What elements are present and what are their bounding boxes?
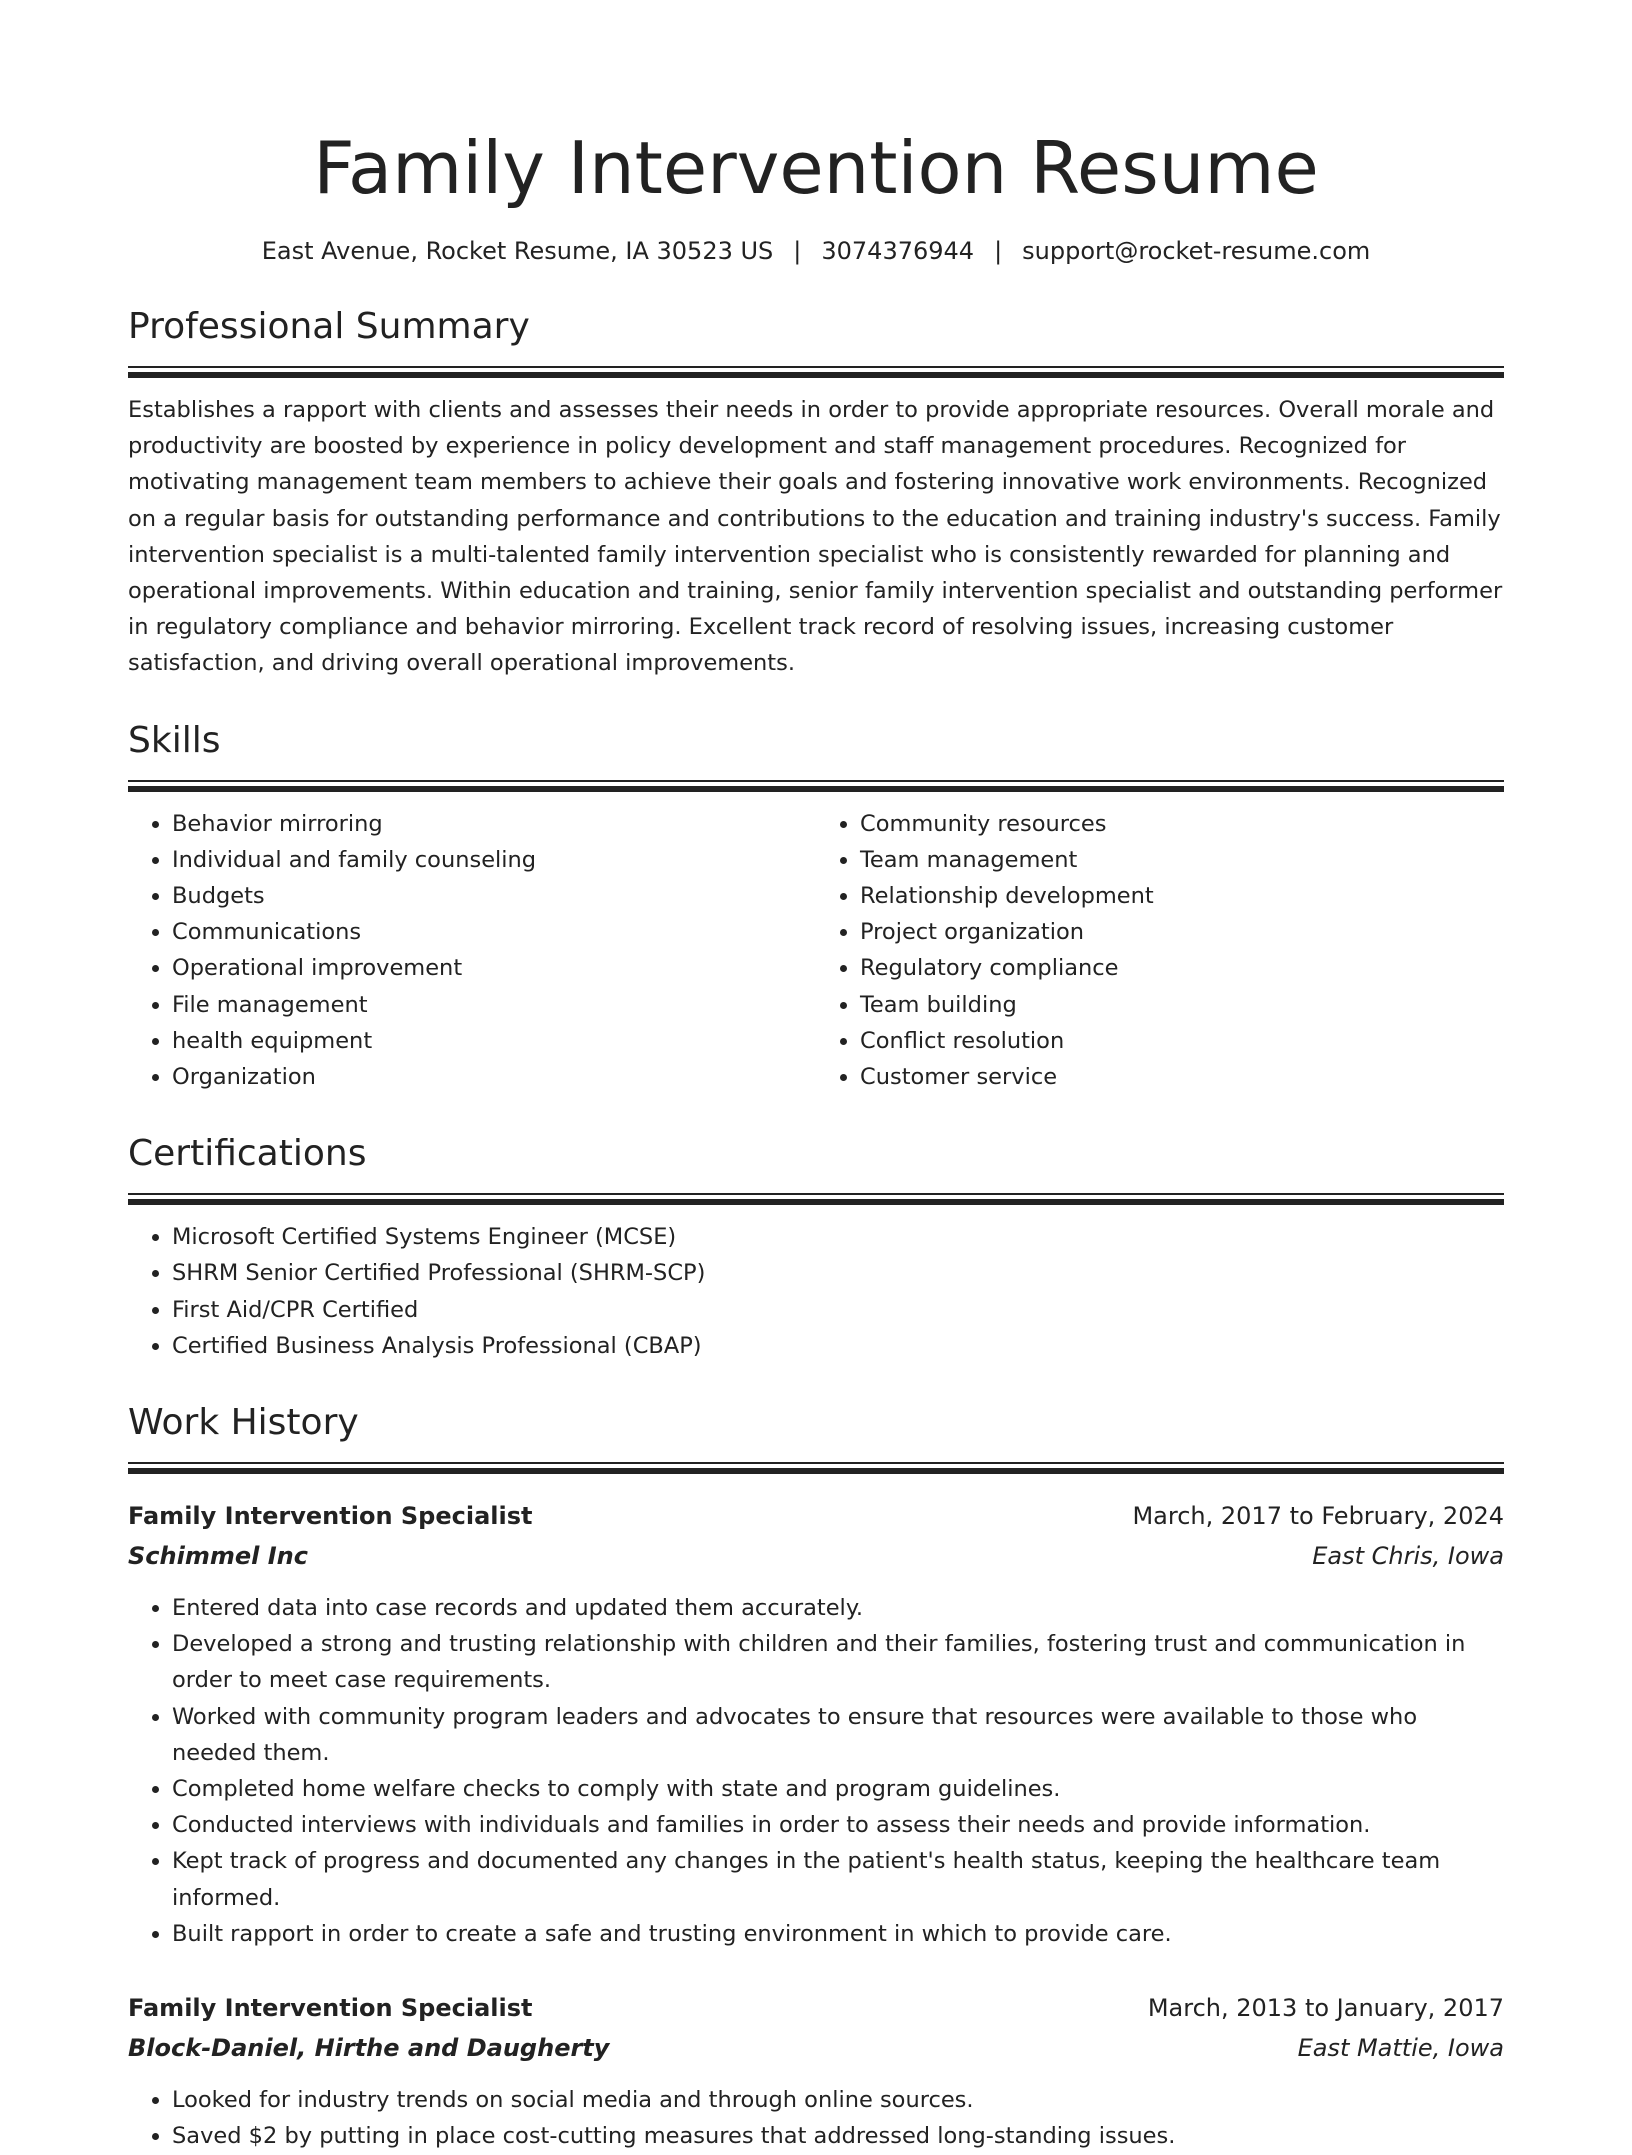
certification-item: • Microsoft Certified Systems Engineer (MCSE): [172, 1219, 1504, 1255]
skill-item: • Relationship development: [860, 878, 1504, 914]
job-company: Schimmel Inc: [128, 1542, 308, 1571]
contact-line: [128, 234, 1504, 268]
job-location: East Mattie, Iowa: [1297, 2034, 1504, 2063]
section-title-skills: Skills: [128, 719, 221, 761]
job-title: Family Intervention Specialist: [128, 1502, 533, 1531]
resume-page: [128, 118, 1504, 2155]
section-divider: [128, 1193, 1504, 1205]
contact-separator: |: [994, 237, 1003, 265]
contact-phone: 3074376944: [821, 237, 975, 265]
job-company-row: [128, 2028, 1504, 2068]
certification-item: • Certified Business Analysis Professional (CBAP): [172, 1328, 1504, 1364]
job-company: Block-Daniel, Hirthe and Daugherty: [128, 2034, 610, 2063]
skills-list-right: [816, 806, 1504, 1096]
job-bullet: • Built rapport in order to create a safe and trusting environment in which to provide care.: [172, 1916, 1504, 1952]
skill-item: • health equipment: [172, 1023, 816, 1059]
section-title-summary: Professional Summary: [128, 306, 530, 347]
job-bullet: • Entered data into case records and updated them accurately.: [172, 1590, 1504, 1626]
contact-separator: |: [793, 237, 802, 265]
section-divider: [128, 366, 1504, 378]
job-dates: March, 2013 to January, 2017: [1147, 1994, 1504, 2023]
skill-item: • Customer service: [860, 1059, 1504, 1095]
job-bullet: • Developed a strong and trusting relationship with children and their families, fostering trust and communication in order to meet case requirements.: [172, 1626, 1504, 1698]
skill-item: • Organization: [172, 1059, 816, 1095]
work-history-section: [128, 1400, 1504, 2154]
job-dates: March, 2017 to February, 2024: [1132, 1502, 1504, 1531]
job-bullet: • Conducted interviews with individuals and families in order to assess their needs and provide information.: [172, 1807, 1504, 1843]
skill-item: • Budgets: [172, 878, 816, 914]
skill-item: • Individual and family counseling: [172, 842, 816, 878]
skill-item: • Behavior mirroring: [172, 806, 816, 842]
skills-grid: [128, 806, 1504, 1096]
job-bullets: [128, 1590, 1504, 1952]
section-divider: [128, 1462, 1504, 1474]
skill-item: • Regulatory compliance: [860, 950, 1504, 986]
job-header-row: [128, 1988, 1504, 2028]
contact-email: support@rocket-resume.com: [1022, 237, 1371, 265]
section-divider: [128, 780, 1504, 792]
job-bullet: • Saved $2 by putting in place cost-cutting measures that addressed long-standing issues.: [172, 2118, 1504, 2154]
job-title: Family Intervention Specialist: [128, 1994, 533, 2023]
certifications-list: [128, 1219, 1504, 1364]
skill-item: • Team management: [860, 842, 1504, 878]
summary-text: Establishes a rapport with clients and assesses their needs in order to provide appropriate resources. Overall morale and productivity are boosted by experience in policy development and staff management procedures. Recognized for motivating management team members to achieve their goals and fostering innovative work environments. Recognized on a regular basis for outstanding performance and contributions to the education and training industry's success. Family intervention specialist is a multi-talented family intervention specialist who is consistently rewarded for planning and operational improvements. Within education and training, senior family intervention specialist and outstanding performer in regulatory compliance and behavior mirroring. Excellent track record of resolving issues, increasing customer satisfaction, and driving overall operational improvements.: [128, 397, 1503, 677]
resume-title: Family Intervention Resume: [313, 126, 1319, 210]
skills-list-left: [128, 806, 816, 1096]
skill-item: • Conflict resolution: [860, 1023, 1504, 1059]
job-bullets: [128, 2082, 1504, 2154]
summary-section: [128, 304, 1504, 682]
section-title-certifications: Certifications: [128, 1133, 367, 1175]
contact-address: East Avenue, Rocket Resume, IA 30523 US: [261, 237, 774, 265]
certification-item: • First Aid/CPR Certified: [172, 1292, 1504, 1328]
job-bullet: • Kept track of progress and documented any changes in the patient's health status, keeping the healthcare team informed.: [172, 1843, 1504, 1915]
skill-item: • Community resources: [860, 806, 1504, 842]
skill-item: • Communications: [172, 914, 816, 950]
job-bullet: • Worked with community program leaders and advocates to ensure that resources were available to those who needed them.: [172, 1699, 1504, 1771]
job-entry: [128, 1988, 1504, 2154]
certification-item: • SHRM Senior Certified Professional (SHRM-SCP): [172, 1255, 1504, 1291]
job-entry: [128, 1496, 1504, 1952]
skill-item: • Operational improvement: [172, 950, 816, 986]
job-bullet: • Completed home welfare checks to comply with state and program guidelines.: [172, 1771, 1504, 1807]
job-company-row: [128, 1536, 1504, 1576]
certifications-section: [128, 1131, 1504, 1364]
skill-item: • Team building: [860, 987, 1504, 1023]
skill-item: • Project organization: [860, 914, 1504, 950]
skill-item: • File management: [172, 987, 816, 1023]
job-bullet: • Looked for industry trends on social media and through online sources.: [172, 2082, 1504, 2118]
job-location: East Chris, Iowa: [1312, 1542, 1504, 1571]
section-title-work-history: Work History: [128, 1402, 359, 1444]
job-header-row: [128, 1496, 1504, 1536]
skills-section: [128, 718, 1504, 1096]
